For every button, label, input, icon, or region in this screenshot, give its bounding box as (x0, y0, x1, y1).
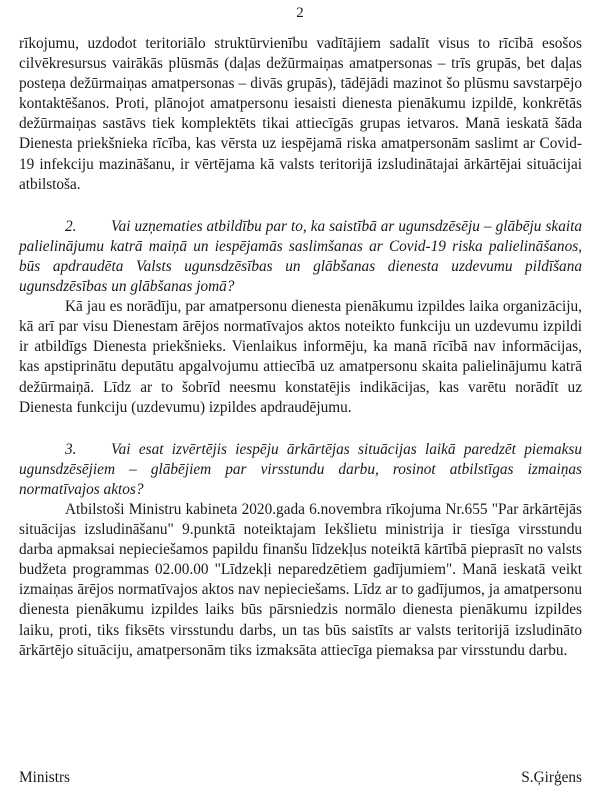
question-2-number: 2. (65, 217, 77, 235)
signatory-name: S.Ģirģens (521, 769, 582, 786)
question-2-text: Vai uzņematies atbildību par to, ka saistībā ar ugunsdzēsēju – glābēju skaita palielinājumu katrā maiņā un iespējamās saslimšanas ar Covid-19 riska palielināšanos, būs apdraudēta Valsts ugunsdzēsības un glābšanas dienesta uzdevumu pildīšana ugunsdzēsības un glābšanas jomā? (19, 217, 582, 296)
question-3-number: 3. (65, 440, 77, 458)
document-body (19, 34, 582, 661)
answer-3: Atbilstoši Ministru kabineta 2020.gada 6.novembra rīkojuma Nr.655 "Par ārkārtējās situācijas izsludināšanu" 9.punktā noteiktajam Iekšlietu ministrija ir tiesīga virsstundu darba apmaksai nepieciešamos papildu finanšu līdzekļus noteiktā kārtībā pieprasīt no valsts budžeta programmas 02.00.00 "Līdzekļi neparedzētiem gadījumiem". Manā ieskatā veikt izmaiņas ārējos normatīvajos aktos nav nepieciešams. Līdz ar to gadījumos, ja amatpersonu dienesta pienākumu izpildes laiks būs pārsniedzis normālo dienesta pienākumu izpildes laiku, proti, tiks fiksēts virsstundu darbs, un tas būs saistīts ar valsts teritorijā izsludināto ārkārtējo situāciju, amatpersonām tiks izmaksāta attiecīga piemaksa par virsstundu darbu. (19, 500, 582, 659)
question-3-text: Vai esat izvērtējis iespēju ārkārtējas situācijas laikā paredzēt piemaksu ugunsdzēsējiem – glābējiem par virsstundu darbu, rosinot atbilstīgas izmaiņas normatīvajos aktos? (19, 440, 582, 498)
question-3 (19, 440, 582, 500)
answer-2: Kā jau es norādīju, par amatpersonu dienesta pienākumu izpildes laika organizāciju, kā arī par visu Dienestam ārējos normatīvajos aktos noteikto funkciju un uzdevumu izpildi ir atbildīgs Dienesta priekšnieks. Vienlaikus informēju, ka manā rīcībā nav informācijas, kas apstiprinātu deputātu apgalvojumu attiecībā uz amatpersonu skaita palielinājumu katrā dežūrmaiņā. Līdz ar to šobrīd neesmu konstatējis indikācijas, kas varētu norādīt uz Dienesta funkciju (uzdevumu) izpildes apdraudējumu. (19, 298, 582, 416)
question-2 (19, 217, 582, 297)
signature-block (19, 769, 582, 787)
signatory-title: Ministrs (19, 769, 70, 786)
intro-paragraph: rīkojumu, uzdodot teritoriālo struktūrvienību vadītājiem sadalīt visus to rīcībā esošos cilvēkresursus vairākās plūsmās (daļas dežūrmaiņas amatpersonas – trīs grupās, bet daļas posteņa dežūrmaiņas amatpersonas – divās grupās), tādējādi mazinot šo plūsmu savstarpējo kontaktēšanos. Proti, plānojot amatpersonu iesaisti dienesta pienākumu izpildē, konkrētās dežūrmaiņas sastāvs tiek komplektēts tikai attiecīgās grupas ietvaros. Manā ieskatā šāda Dienesta priekšnieka rīcība, kas vērsta uz iespējamā riska amatpersonām saslimt ar Covid-19 infekciju mazināšanu, ir vērtējama kā valsts teritorijā izsludinātajai ārkārtējai situācijai atbilstoša. (19, 35, 582, 193)
page-number: 2 (296, 5, 304, 21)
